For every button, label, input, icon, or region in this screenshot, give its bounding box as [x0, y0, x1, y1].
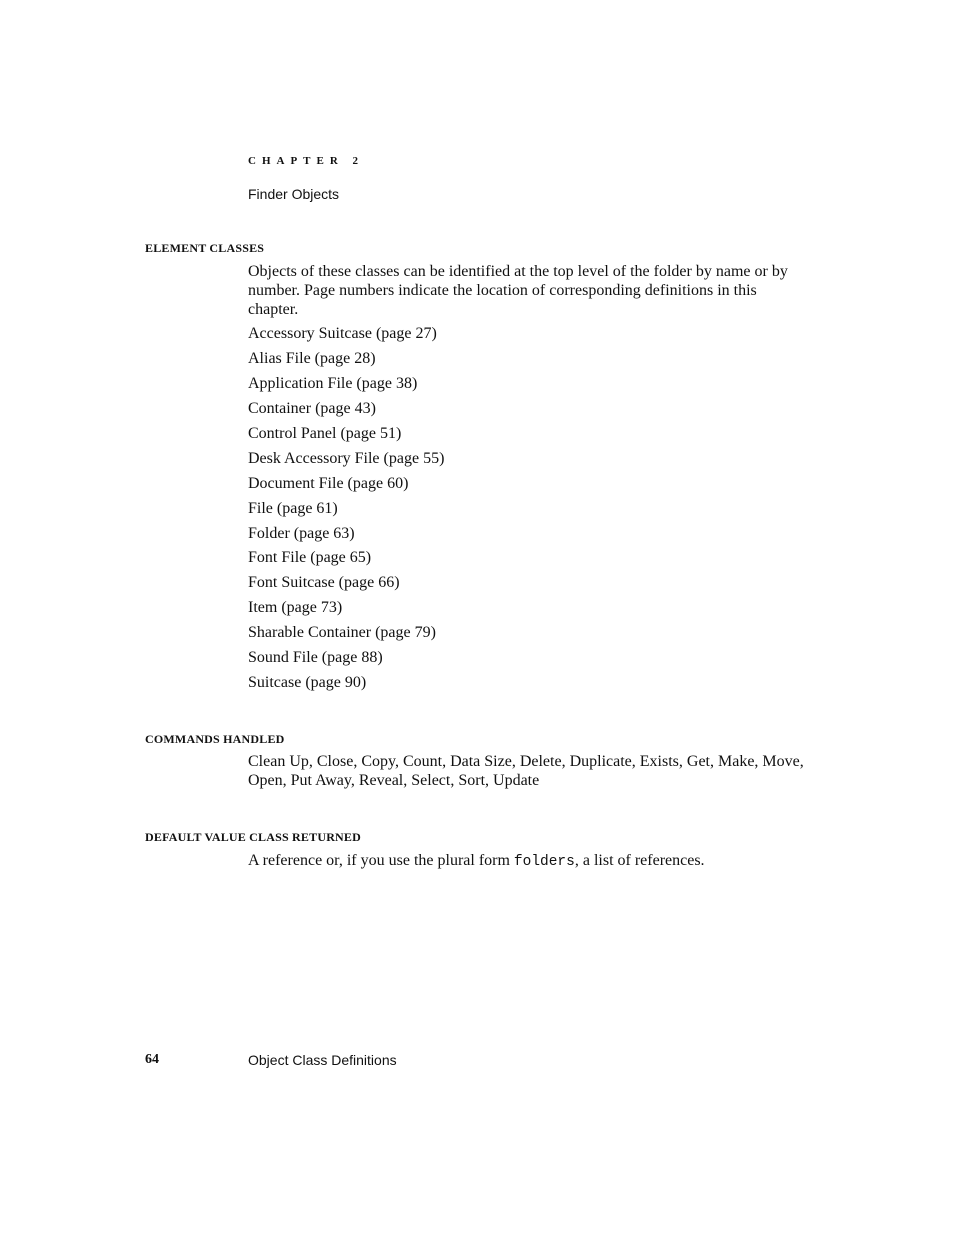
list-item: Alias File (page 28) — [248, 349, 376, 367]
default-value-text — [248, 851, 705, 872]
list-item: Accessory Suitcase (page 27) — [248, 325, 437, 342]
list-item: Font Suitcase (page 66) — [248, 574, 400, 592]
list-item: Sound File (page 88) — [248, 649, 383, 667]
list-item: Sharable Container (page 79) — [248, 624, 436, 642]
chapter-label: CHAPTER 2 — [248, 155, 365, 167]
default-value-heading: DEFAULT VALUE CLASS RETURNED — [145, 830, 361, 844]
list-item: Desk Accessory File (page 55) — [248, 449, 445, 467]
list-item: Application File (page 38) — [248, 374, 418, 392]
code-folders: folders — [513, 854, 575, 870]
element-classes-heading: ELEMENT CLASSES — [145, 241, 265, 255]
element-classes-list — [248, 324, 444, 698]
list-item: File (page 61) — [248, 499, 338, 517]
list-item: Control Panel (page 51) — [248, 424, 402, 442]
list-item: Suitcase (page 90) — [248, 674, 367, 692]
commands-handled-heading: COMMANDS HANDLED — [145, 732, 285, 746]
default-value-text-before: A reference or, if you use the plural form — [248, 852, 514, 869]
page-number: 64 — [145, 1052, 159, 1067]
footer-title: Object Class Definitions — [248, 1052, 397, 1068]
list-item: Document File (page 60) — [248, 474, 409, 492]
list-item: Folder (page 63) — [248, 524, 355, 542]
list-item: Font File (page 65) — [248, 549, 372, 567]
element-classes-intro: Objects of these classes can be identified at the top level of the folder by name or by number. Page numbers indicate the location of corresponding definitions in this chapter. — [248, 263, 788, 318]
default-value-text-after: , a list of references. — [574, 852, 705, 869]
chapter-title: Finder Objects — [248, 186, 340, 202]
list-item: Container (page 43) — [248, 399, 376, 417]
list-item: Item (page 73) — [248, 599, 343, 617]
commands-handled-text: Clean Up, Close, Copy, Count, Data Size, Delete, Duplicate, Exists, Get, Make, Move, Open, Put Away, Reveal, Select, Sort, Update — [248, 753, 804, 789]
